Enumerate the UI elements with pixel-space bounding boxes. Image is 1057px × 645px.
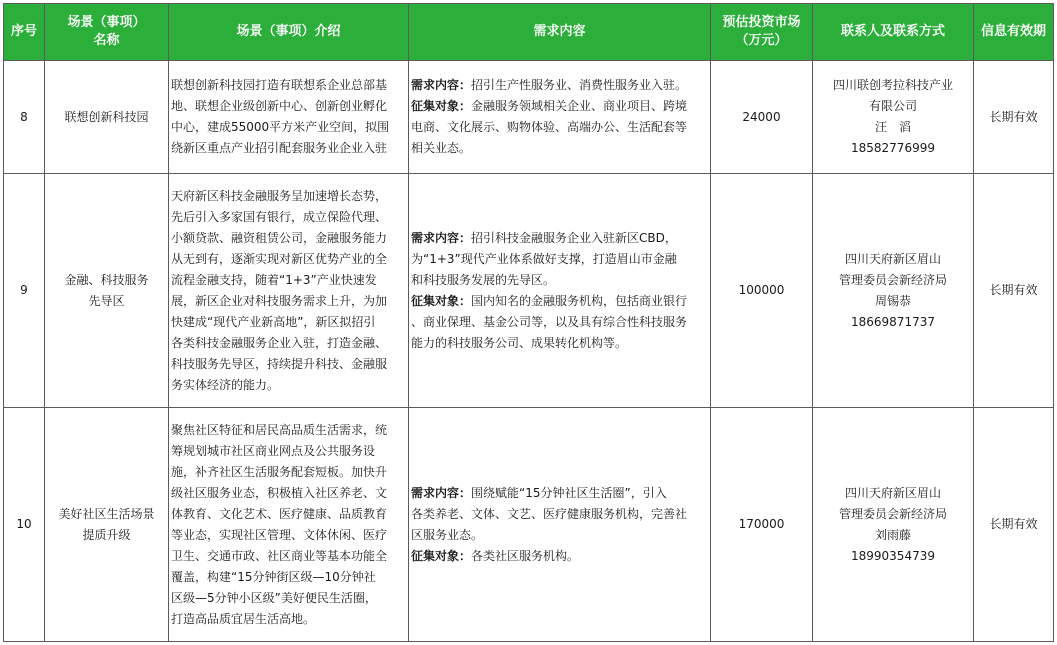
demand-line: 各类养老、文体、文艺、医疗健康服务机构，完善社	[411, 506, 688, 521]
intro-cell	[169, 174, 409, 408]
intro-cell	[169, 61, 409, 174]
target-line: 、商业保理、基金公司等，以及具有综合性科技服务	[411, 314, 688, 329]
contact-person: 刘雨藤	[874, 527, 911, 542]
target-text: 国内知名的金融服务机构，包括商业银行	[471, 293, 688, 308]
intro-cell	[169, 408, 409, 642]
intro-line: 体教育、文化艺术、医疗健康、品质教育	[171, 506, 388, 521]
table-row	[4, 61, 1054, 174]
demand-cell	[409, 408, 711, 642]
demand-label: 需求内容：	[411, 78, 472, 92]
investment-scenario-table	[3, 3, 1054, 642]
target-label: 征集对象：	[411, 99, 472, 113]
intro-line: 展，新区企业对科技服务需求上升，为加	[171, 293, 388, 308]
header-scene-name-line1: 场景（事项）	[67, 15, 146, 30]
target-text: 金融服务领域相关企业、商业项目、跨境	[471, 99, 688, 113]
contact-org-line: 四川天府新区眉山	[844, 485, 941, 500]
contact-cell	[813, 61, 974, 174]
header-scene-name	[45, 4, 169, 61]
intro-line: 地、联想企业级创新中心、创新创业孵化	[171, 99, 388, 113]
header-index: 序号	[4, 4, 45, 61]
demand-text: 围绕赋能“15分钟社区生活圈”，引入	[471, 485, 667, 500]
demand-cell	[409, 61, 711, 174]
scene-name-cell	[45, 61, 169, 174]
target-line: 能力的科技服务公司、成果转化机构等。	[411, 335, 628, 350]
target-line	[411, 291, 708, 312]
row-index: 10	[4, 408, 45, 642]
demand-line	[411, 483, 708, 504]
demand-line: 区服务业态。	[411, 527, 484, 542]
intro-line: 科技服务先导区，持续提升科技、金融服	[171, 356, 388, 371]
market-cell: 24000	[711, 61, 813, 174]
validity-cell: 长期有效	[974, 61, 1054, 174]
intro-line: 打造高品质宜居生活高地。	[171, 611, 316, 626]
intro-line: 天府新区科技金融服务呈加速增长态势，	[171, 188, 388, 203]
demand-label: 需求内容：	[411, 485, 472, 500]
intro-line: 覆盖，构建“15分钟街区级—10分钟社	[171, 569, 376, 584]
header-validity: 信息有效期	[974, 4, 1054, 61]
contact-org-line: 四川天府新区眉山	[844, 251, 941, 266]
demand-line	[411, 228, 708, 249]
scene-name-line: 先导区	[88, 293, 125, 308]
scene-name-line: 金融、科技服务	[64, 272, 149, 287]
scene-name-line: 提质升级	[82, 527, 131, 542]
market-cell: 100000	[711, 174, 813, 408]
row-index: 9	[4, 174, 45, 408]
scene-name-cell	[45, 174, 169, 408]
table-header-row	[4, 4, 1054, 61]
demand-text: 招引生产性服务业、消费性服务业入驻。	[471, 78, 688, 92]
scene-name-line: 美好社区生活场景	[58, 506, 155, 521]
table-row	[4, 408, 1054, 642]
intro-line: 从无到有，逐渐实现对新区优势产业的全	[171, 251, 388, 266]
row-index: 8	[4, 61, 45, 174]
market-cell: 170000	[711, 408, 813, 642]
scene-name-cell	[45, 408, 169, 642]
contact-cell	[813, 174, 974, 408]
intro-line: 卫生、交通市政、社区商业等基本功能全	[171, 548, 388, 563]
intro-line: 中心，建成55000平方米产业空间，拟围	[171, 120, 390, 134]
intro-line: 等业态，实现社区管理、文体休闲、医疗	[171, 527, 388, 542]
validity-cell: 长期有效	[974, 408, 1054, 642]
header-contact: 联系人及联系方式	[813, 4, 974, 61]
intro-line: 聚焦社区特征和居民高品质生活需求，统	[171, 422, 388, 437]
intro-line: 绕新区重点产业招引配套服务业企业入驻	[171, 141, 388, 155]
header-demand: 需求内容	[409, 4, 711, 61]
contact-phone: 18669871737	[851, 314, 935, 329]
target-line	[411, 546, 708, 567]
intro-line: 快建成“现代产业新高地”，新区拟招引	[171, 314, 376, 329]
demand-label: 需求内容：	[411, 230, 472, 245]
target-label: 征集对象：	[411, 548, 472, 563]
target-line: 相关业态。	[411, 141, 472, 155]
intro-line: 各类科技金融服务企业入驻，打造金融、	[171, 335, 388, 350]
demand-cell	[409, 174, 711, 408]
contact-person: 汪 滔	[874, 120, 911, 134]
target-line: 电商、文化展示、购物体验、高端办公、生活配套等	[411, 120, 688, 134]
target-label: 征集对象：	[411, 293, 472, 308]
header-scene-name-line2: 名称	[93, 33, 120, 48]
contact-person: 周锡恭	[874, 293, 911, 308]
intro-line: 流程金融支持，随着“1+3”产业快速发	[171, 272, 377, 287]
contact-org-line: 四川联创考拉科技产业	[832, 78, 953, 92]
demand-text: 招引科技金融服务企业入驻新区CBD，	[471, 230, 677, 245]
contact-cell	[813, 408, 974, 642]
header-intro: 场景（事项）介绍	[169, 4, 409, 61]
intro-line: 筹规划城市社区商业网点及公共服务设	[171, 443, 376, 458]
intro-line: 联想创新科技园打造有联想系企业总部基	[171, 78, 388, 92]
contact-phone: 18990354739	[851, 548, 935, 563]
intro-line: 施，补齐社区生活服务配套短板。加快升	[171, 464, 388, 479]
demand-line	[411, 75, 708, 96]
intro-line: 小额贷款、融资租赁公司，金融服务能力	[171, 230, 388, 245]
header-market-line2: （万元）	[735, 33, 788, 48]
table-row	[4, 174, 1054, 408]
contact-org-line: 有限公司	[868, 99, 917, 113]
demand-line: 为“1+3”现代产业体系做好支撑，打造眉山市金融	[411, 251, 677, 266]
header-market-line1: 预估投资市场	[722, 15, 801, 30]
contact-org-line: 管理委员会新经济局	[838, 506, 947, 521]
scene-name-line: 联想创新科技园	[64, 109, 149, 124]
intro-line: 务实体经济的能力。	[171, 377, 280, 392]
target-text: 各类社区服务机构。	[471, 548, 580, 563]
header-market	[711, 4, 813, 61]
intro-line: 先后引入多家国有银行，成立保险代理、	[171, 209, 388, 224]
contact-org-line: 管理委员会新经济局	[838, 272, 947, 287]
intro-line: 级社区服务业态，积极植入社区养老、文	[171, 485, 388, 500]
intro-line: 区级—5分钟小区级”美好便民生活圈，	[171, 590, 377, 605]
validity-cell: 长期有效	[974, 174, 1054, 408]
target-line	[411, 96, 708, 117]
contact-phone: 18582776999	[851, 141, 935, 155]
demand-line: 和科技服务发展的先导区。	[411, 272, 556, 287]
